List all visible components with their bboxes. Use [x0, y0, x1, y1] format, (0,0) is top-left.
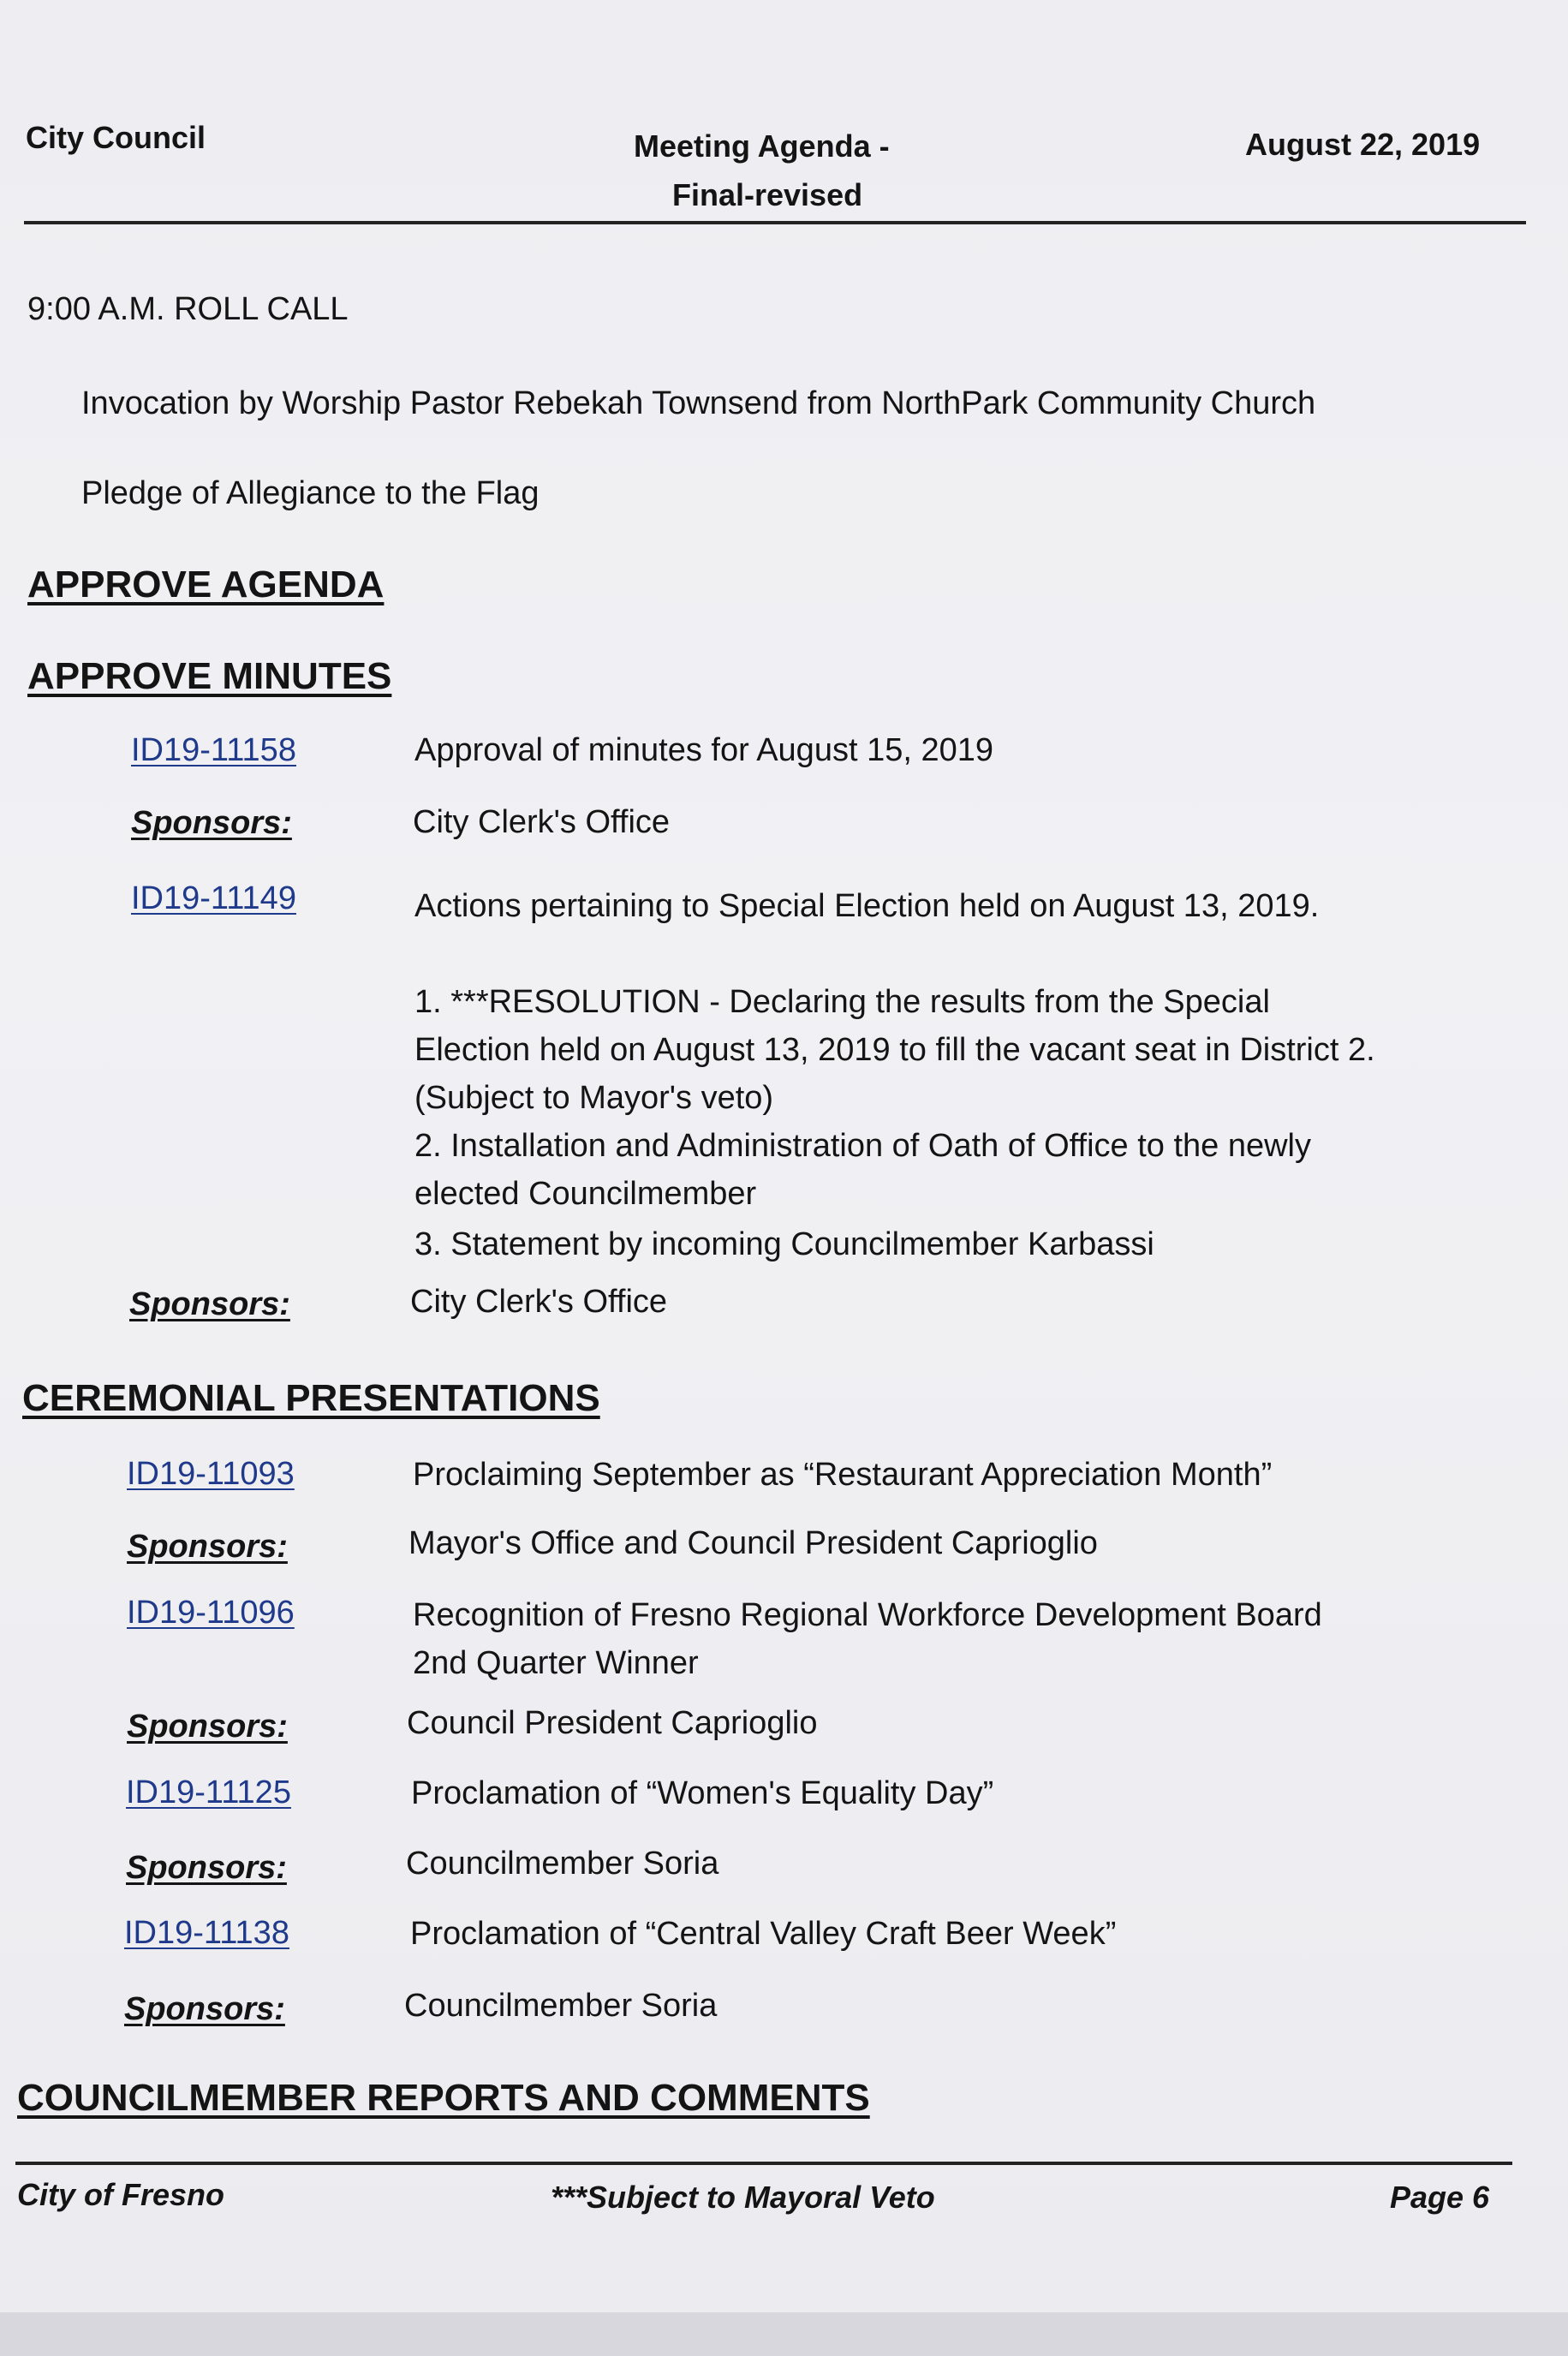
sponsors-label: Sponsors:: [127, 1709, 288, 1745]
item-title: Proclamation of “Central Valley Craft Beer Week”: [410, 1916, 1117, 1952]
section-approve-minutes: APPROVE MINUTES: [27, 655, 392, 697]
sponsors-label: Sponsors:: [131, 805, 292, 841]
item-sponsor: City Clerk's Office: [410, 1284, 668, 1320]
pledge: Pledge of Allegiance to the Flag: [81, 475, 540, 511]
footer-page-number: Page 6: [1390, 2180, 1490, 2215]
item-sponsor: City Clerk's Office: [413, 804, 671, 840]
roll-call: 9:00 A.M. ROLL CALL: [27, 291, 349, 327]
header-date: August 22, 2019: [1245, 127, 1481, 162]
file-link-id19-11125[interactable]: ID19-11125: [126, 1774, 291, 1810]
footer-rule: [15, 2162, 1512, 2165]
item-title: Actions pertaining to Special Election held on August 13, 2019.: [414, 888, 1320, 924]
item-title: Proclaiming September as “Restaurant Appreciation Month”: [413, 1457, 1273, 1493]
file-link-id19-11158[interactable]: ID19-11158: [131, 732, 296, 768]
sponsors-label: Sponsors:: [127, 1529, 288, 1565]
item-subitem: 3. Statement by incoming Councilmember Karbassi: [414, 1226, 1154, 1262]
footer-city: City of Fresno: [17, 2177, 225, 2212]
footer-veto-note: ***Subject to Mayoral Veto: [551, 2180, 935, 2215]
item-sponsor: Councilmember Soria: [404, 1988, 718, 2024]
item-title: Approval of minutes for August 15, 2019: [414, 732, 993, 768]
section-approve-agenda: APPROVE AGENDA: [27, 564, 385, 605]
item-subitem: 1. ***RESOLUTION - Declaring the results from the Special Election held on August 13, 2019 to fill the vacant seat in District 2. (Subject to Mayor's veto): [414, 984, 1375, 1116]
section-councilmember-reports: COUNCILMEMBER REPORTS AND COMMENTS: [17, 2077, 870, 2119]
file-link-id19-11096[interactable]: ID19-11096: [127, 1595, 295, 1631]
item-sponsor: Mayor's Office and Council President Caprioglio: [408, 1525, 1098, 1561]
scan-bottom-edge: [0, 2312, 1568, 2356]
invocation: Invocation by Worship Pastor Rebekah Townsend from NorthPark Community Church: [81, 385, 1316, 421]
file-link-id19-11149[interactable]: ID19-11149: [131, 880, 296, 916]
item-sponsor: Councilmember Soria: [406, 1846, 719, 1882]
item-sponsor: Council President Caprioglio: [407, 1705, 818, 1741]
header-body-name: City Council: [26, 120, 206, 155]
item-subitem: 2. Installation and Administration of Oath of Office to the newly elected Councilmember: [414, 1128, 1312, 1212]
file-link-id19-11093[interactable]: ID19-11093: [127, 1456, 295, 1492]
sponsors-label: Sponsors:: [129, 1286, 290, 1322]
item-title: Proclamation of “Women's Equality Day”: [411, 1775, 994, 1811]
section-ceremonial-presentations: CEREMONIAL PRESENTATIONS: [22, 1377, 600, 1419]
file-link-id19-11138[interactable]: ID19-11138: [124, 1915, 289, 1951]
sponsors-label: Sponsors:: [126, 1850, 287, 1886]
item-title: Recognition of Fresno Regional Workforce Development Board 2nd Quarter Winner: [413, 1597, 1322, 1681]
header-rule: [24, 221, 1526, 224]
header-doc-status: Final-revised: [672, 177, 863, 212]
sponsors-label: Sponsors:: [124, 1991, 285, 2027]
header-doc-type: Meeting Agenda -: [634, 128, 890, 164]
